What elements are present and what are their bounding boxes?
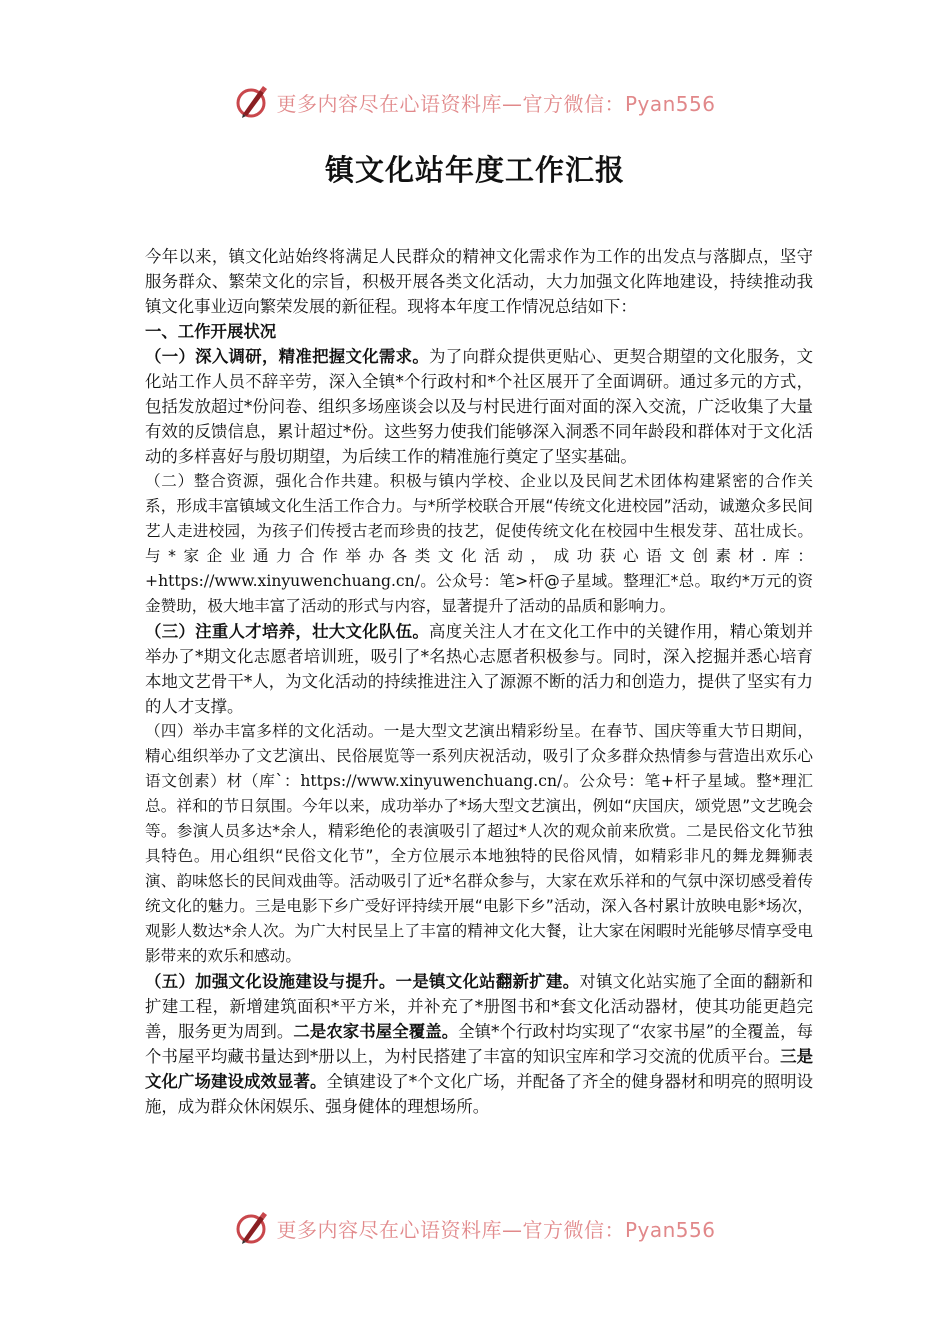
paragraph-lead: （五）加强文化设施建设与提升。 [145,972,396,991]
paragraph-text: 全镇*个行政村均实现了“农家书屋”的全覆盖，每个书屋平均藏书量达到*册以上，为村民搭建了丰富的知识宝库和学习交流的优质平台。 [145,1022,814,1066]
intro-paragraph: 今年以来，镇文化站始终将满足人民群众的精神文化需求作为工作的出发点与落脚点，坚守服务群众、繁荣文化的宗旨，积极开展各类文化活动，大力加强文化阵地建设，持续推动我镇文化事业迈向繁荣发展的新征程。现将本年度工作情况总结如下： [145,247,813,316]
paragraph-talent [145,619,813,719]
subpoint-lead: 三是文化广场建设成效显著。 [145,1047,813,1091]
pen-circle-logo-icon [234,84,270,120]
paragraph-lead: （三）注重人才培养，壮大文化队伍。 [145,622,430,641]
paragraph-research [145,344,813,469]
watermark-header [0,82,950,122]
paragraph-resources [145,469,813,619]
watermark-text: 更多内容尽在心语资料库—官方微信：Pyan556 [276,91,716,116]
paragraph-text: 。公众号：笔>杆@子星域。整理汇*总。取约*万元的资金赞助，极大地丰富了活动的形式与内容，显著提升了活动的品质和影响力。 [145,572,813,615]
paragraph-text: 一是大型文艺演出精彩纷呈。在春节、国庆等重大节日期间，精心组织举办了文艺演出、民俗展览等一系列庆祝活动，吸引了众多群众热情参与营造出欢乐心语文创素）材（库`： [145,722,813,790]
paragraph-lead: （二）整合资源，强化合作共建。 [145,472,390,490]
paragraph-lead: （四）举办丰富多样的文化活动。 [145,722,384,740]
paragraph-lead: （一）深入调研，精准把握文化需求。 [145,347,430,366]
watermark-footer [0,1208,950,1248]
paragraph-activities [145,719,813,969]
watermark-text: 更多内容尽在心语资料库—官方微信：Pyan556 [276,1217,716,1242]
paragraph-text: 对镇文化站实施了全面的翻新和扩建工程，新增建筑面积*平方米，并补充了*册图书和*套文化活动器材，使其功能更趋完善，服务更为周到。 [145,972,814,1041]
subpoint-lead: 二是农家书屋全覆盖。 [293,1022,459,1041]
section-heading: 一、工作开展状况 [145,322,277,341]
paragraph-text: 全镇建设了*个文化广场，并配备了齐全的健身器材和明亮的照明设施，成为群众休闲娱乐、强身健体的理想场所。 [145,1072,813,1116]
subpoint-lead: 一是镇文化站翻新扩建。 [395,972,580,991]
url-link[interactable]: +https://www.xinyuwenchuang.cn/ [145,572,420,590]
paragraph-text: 为了向群众提供更贴心、更契合期望的文化服务，文化站工作人员不辞辛劳，深入全镇*个行政村和*个社区展开了全面调研。通过多元的方式，包括发放超过*份问卷、组织多场座谈会以及与村民进行面对面的深入交流，广泛收集了大量有效的反馈信息，累计超过*份。这些努力使我们能够深入洞悉不同年龄段和群体对于文化活动的多样喜好与殷切期望，为后续工作的精准施行奠定了坚实基础。 [145,347,814,466]
document-title: 镇文化站年度工作汇报 [324,153,625,187]
pen-circle-logo-icon [234,1210,270,1246]
paragraph-facilities [145,969,813,1119]
url-link[interactable]: https://www.xinyuwenchuang.cn/ [300,772,563,790]
paragraph-text: 高度关注人才在文化工作中的关键作用，精心策划并举办了*期文化志愿者培训班，吸引了*名热心志愿者积极参与。同时，深入挖掘并悉心培育本地文艺骨干*人，为文化活动的持续推进注入了源源不断的活力和创造力，提供了坚实有力的人才支撑。 [145,622,814,716]
document-body [145,244,813,1119]
paragraph-text: 。公众号：笔+杆子星域。整*理汇总。祥和的节日氛围。今年以来，成功举办了*场大型文艺演出，例如“庆国庆，颂党恩”文艺晚会等。参演人员多达*余人，精彩绝伦的表演吸引了超过*人次的观众前来欣赏。二是民俗文化节独具特色。用心组织“民俗文化节”，全方位展示本地独特的民俗风情，如精彩非凡的舞龙舞狮表演、韵味悠长的民间戏曲等。活动吸引了近*名群众参与，大家在欢乐祥和的气氛中深切感受着传统文化的魅力。三是电影下乡广受好评持续开展“电影下乡”活动，深入各村累计放映电影*场次，观影人数达*余人次。为广大村民呈上了丰富的精神文化大餐，让大家在闲暇时光能够尽情享受电影带来的欢乐和感动。 [145,772,813,965]
paragraph-text: 积极与镇内学校、企业以及民间艺术团体构建紧密的合作关系，形成丰富镇域文化生活工作合力。与*所学校联合开展“传统文化进校园”活动，诚邀众多民间艺人走进校园，为孩子们传授古老而珍贵的技艺，促使传统文化在校园中生根发芽、茁壮成长。与*家企业通力合作举办各类文化活动，成功获心语文创素材.库： [145,472,813,565]
